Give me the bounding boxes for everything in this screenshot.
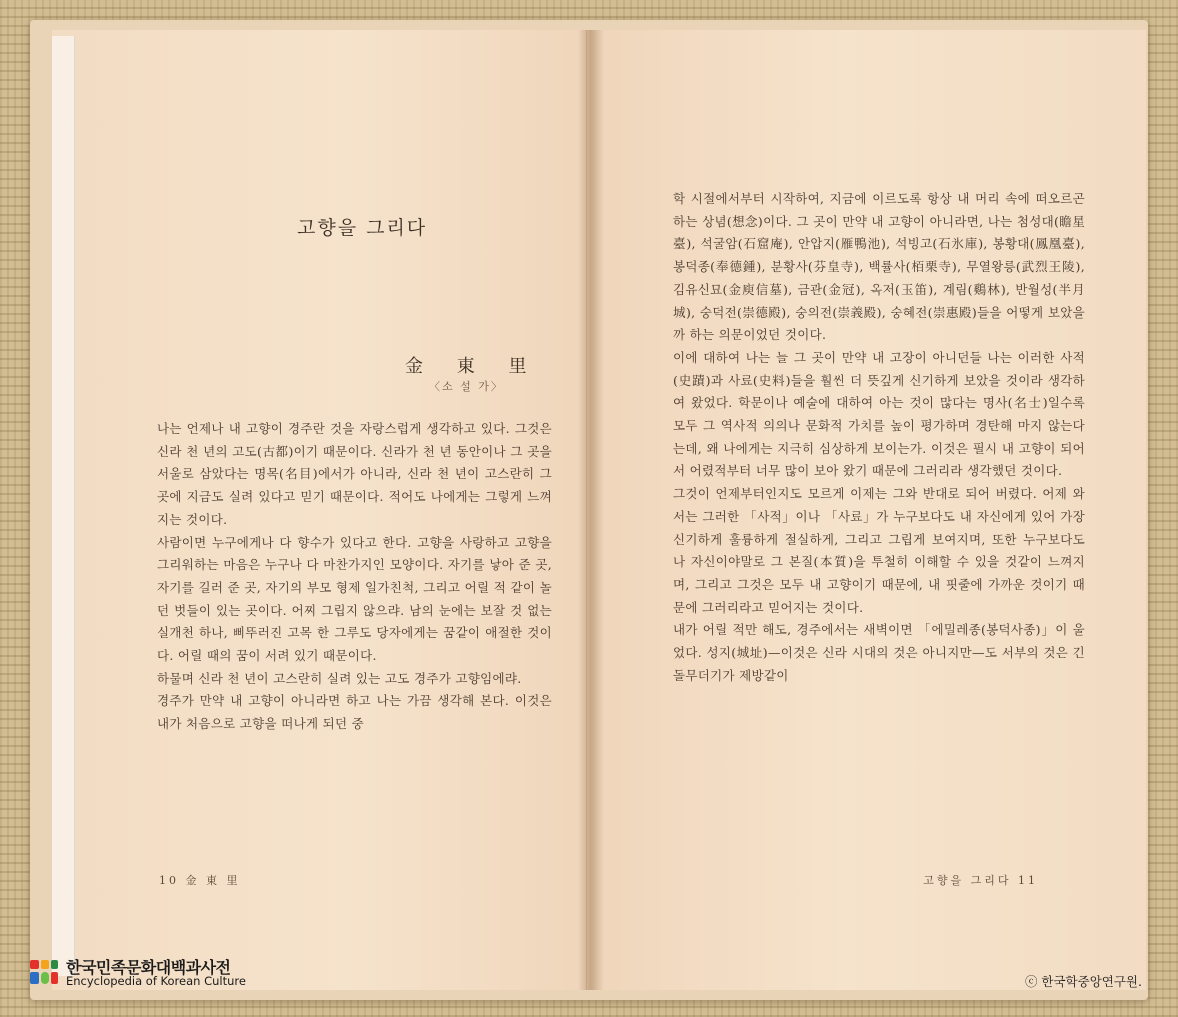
open-book [30,20,1148,1000]
logo-english-text: Encyclopedia of Korean Culture [66,974,246,988]
paragraph: 학 시절에서부터 시작하여, 지금에 이르도록 항상 내 머리 속에 떠오르곤 하는 상념(想念)이다. 그 곳이 만약 내 고향이 아니라면, 나는 첨성대(瞻星臺), 석굴암(石窟庵), 안압지(雁鴨池), 석빙고(石氷庫), 봉황대(鳳凰臺), 봉덕종(奉德鍾), 분황사(芬皇寺), 백률사(栢栗寺), 무열왕릉(武烈王陵), 김유신묘(金庾信墓), 금관(金冠), 옥저(玉笛), 계림(鷄林), 반월성(半月城), 숭덕전(崇德殿), 숭의전(崇義殿), 숭혜전(崇惠殿)들을 어떻게 보았을까 하는 의문이었던 것이다. [673,191,1085,343]
right-body-text [673,188,1085,687]
left-body-text [157,418,552,736]
essay-title: 고향을 그리다 [297,217,428,239]
paragraph: 하물며 신라 천 년이 고스란히 실려 있는 고도 경주가 고향임에랴. [157,670,522,686]
left-page [52,30,587,990]
book-spine-shadow [578,30,604,990]
paragraph: 내가 어릴 적만 해도, 경주에서는 새벽이면 「에밀레종(봉덕사종)」이 울었다. 성지(城址)—이것은 신라 시대의 것은 아니지만—도 서부의 것은 긴 돌무더기가 제방같이 [673,622,1085,683]
author-role: 〈소 설 가〉 [429,380,504,393]
left-page-footer: 10 金 東 里 [159,874,241,887]
paragraph: 경주가 만약 내 고향이 아니라면 하고 나는 가끔 생각해 본다. 이것은 내가 처음으로 고향을 떠나게 되던 중 [157,693,552,732]
right-page [596,30,1146,990]
encyclopedia-logo[interactable] [28,952,258,992]
right-page-footer: 고향을 그리다 11 [923,874,1038,887]
author-name: 金 東 里 [405,356,541,377]
library-sticker [52,36,75,976]
copyright-notice: ⓒ 한국학중앙연구원. [1024,974,1142,989]
paragraph: 그것이 언제부터인지도 모르게 이제는 그와 반대로 되어 버렸다. 어제 와서는 그러한 「사적」이나 「사료」가 누구보다도 내 자신에게 있어 가장 신기하게 훌륭하게 절실하게, 그리고 그립게 보여지며, 또한 누구보다도 나 자신이야말로 그 본질(本質)을 투철히 이해할 수 있을 것같이 느껴지며, 그리고 그것은 모두 내 고향이기 때문에, 내 핏줄에 가까운 것이기 때문에 그러리라고 믿어지는 것이다. [673,486,1085,615]
paragraph: 나는 언제나 내 고향이 경주란 것을 자랑스럽게 생각하고 있다. 그것은 신라 천 년의 고도(古都)이기 때문이다. 신라가 천 년 동안이나 그 곳을 서울로 삼았다는 명목(名目)에서가 아니라, 신라 천 년이 고스란히 그 곳에 지금도 실려 있다고 믿기 때문이다. 적어도 나에게는 그렇게 느껴지는 것이다. [157,421,552,527]
logo-korean-text: 한국민족문화대백과사전 [66,958,231,977]
encyclopedia-logo-icon [28,956,60,988]
paragraph: 이에 대하여 나는 늘 그 곳이 만약 내 고장이 아니던들 나는 이러한 사적(史蹟)과 사료(史料)들을 훨씬 더 뜻깊게 신기하게 보았을 것이라 생각하여 왔었다. 학문이나 예술에 대하여 아는 것이 많다는 명사(名士)일수록 모두 그 역사적 의의나 문화적 가치를 높이 평가하며 경탄해 마지 않는다는데, 왜 나에게는 지극히 심상하게 보이는가. 이것은 필시 내 고향이 되어서 어렸적부터 너무 많이 보아 왔기 때문에 그러리라 생각했던 것이다. [673,349,1085,479]
paragraph: 사람이면 누구에게나 다 향수가 있다고 한다. 고향을 사랑하고 고향을 그리워하는 마음은 누구나 다 마찬가지인 모양이다. 자기를 낳아 준 곳, 자기를 길러 준 곳, 자기의 부모 형제 일가친척, 그리고 어릴 적 같이 놀던 벗들이 있는 곳이다. 어찌 그립지 않으랴. 남의 눈에는 보잘 것 없는 실개천 하나, 삐뚜러진 고목 한 그루도 당자에게는 꿈같이 애절한 것이다. 어릴 때의 꿈이 서려 있기 때문이다. [157,534,552,664]
